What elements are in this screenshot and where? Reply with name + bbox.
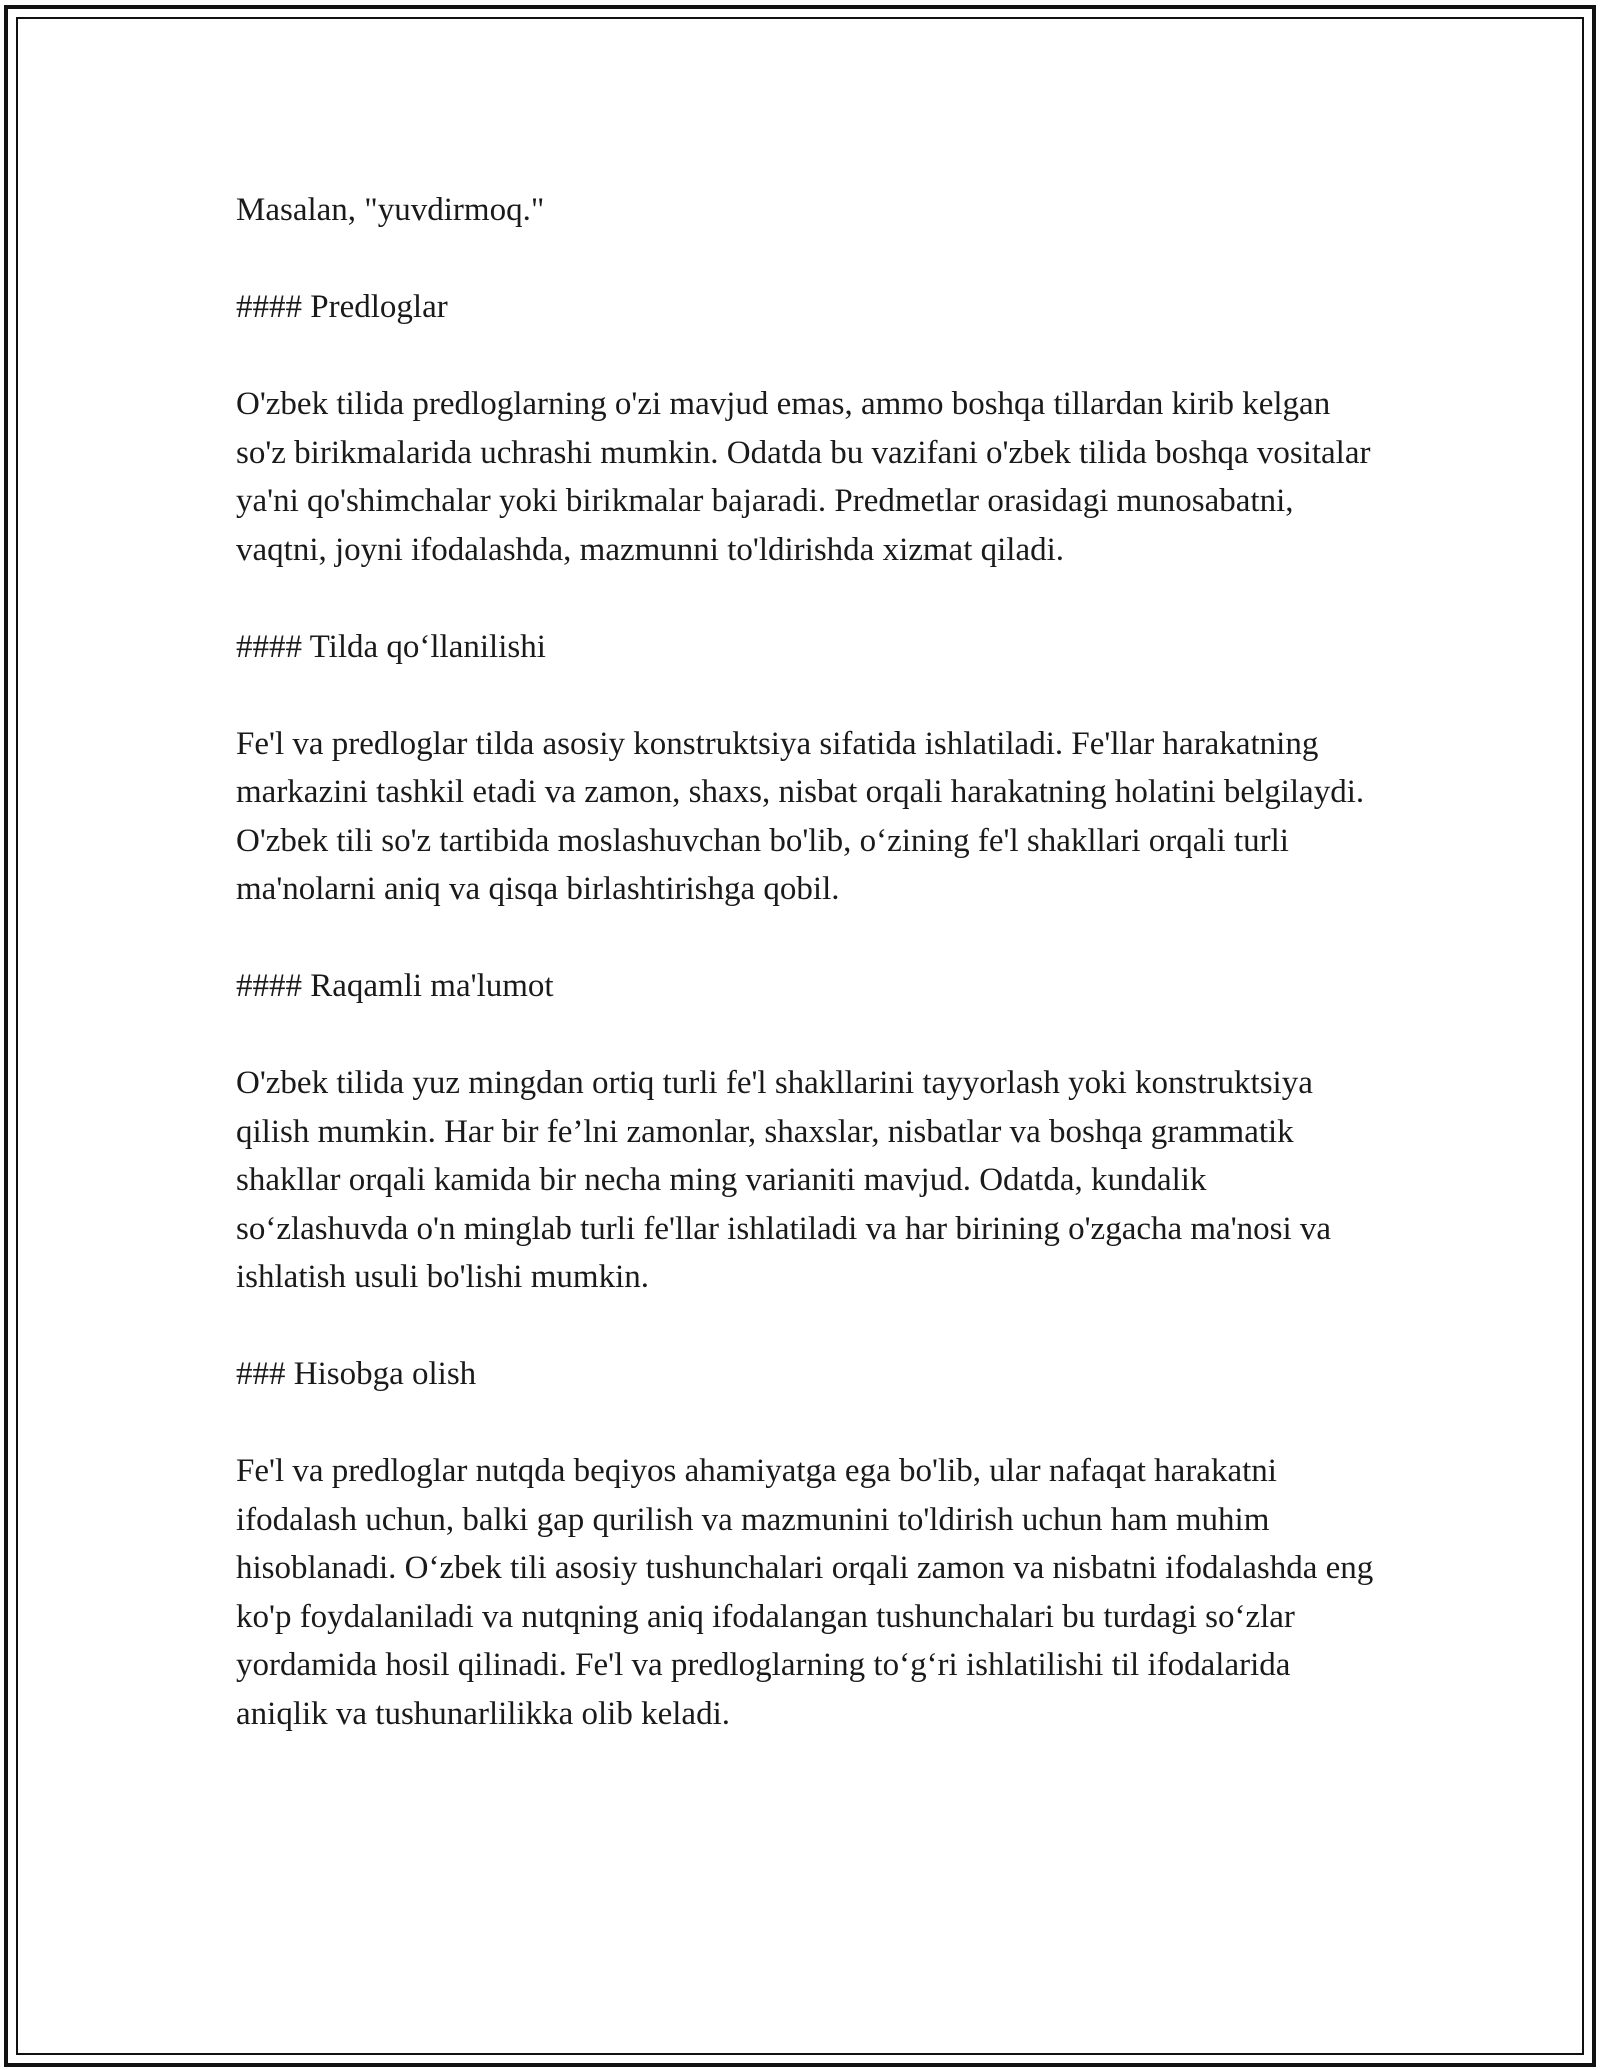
paragraph-predloglar: O'zbek tilida predloglarning o'zi mavjud emas, ammo boshqa tillardan kirib kelgan so'z birikmalarida uchrashi mumkin. Odatda bu vazifani o'zbek tilida boshqa vositalar ya'ni qo'shimchalar yoki birikmalar bajaradi. Predmetlar orasidagi munosabatni, vaqtni, joyni ifodalashda, mazmunni to'ldirishda xizmat qiladi. — [236, 386, 1371, 568]
heading-raqamli-malumot: #### Raqamli ma'lumot — [236, 968, 554, 1004]
paragraph-example: Masalan, "yuvdirmoq." — [236, 192, 545, 228]
document-body — [236, 186, 1376, 1787]
paragraph-tilda-qollanilishi: Fe'l va predloglar tilda asosiy konstruktsiya sifatida ishlatiladi. Fe'llar harakatning markazini tashkil etadi va zamon, shaxs, nisbat orqali harakatning holatini belgilaydi. O'zbek tili so'z tartibida moslashuvchan bo'lib, o‘zining fe'l shakllari orqali turli ma'nolarni aniq va qisqa birlashtirishga qobil. — [236, 725, 1365, 907]
heading-predloglar: #### Predloglar — [236, 289, 448, 325]
paragraph-raqamli-malumot: O'zbek tilida yuz mingdan ortiq turli fe'l shakllarini tayyorlash yoki konstruktsiya qilish mumkin. Har bir fe’lni zamonlar, shaxslar, nisbatlar va boshqa grammatik shakllar orqali kamida bir necha ming varianiti mavjud. Odatda, kundalik so‘zlashuvda o'n minglab turli fe'llar ishlatiladi va har birining o'zgacha ma'nosi va ishlatish usuli bo'lishi mumkin. — [236, 1065, 1332, 1295]
heading-hisobga-olish: ### Hisobga olish — [236, 1356, 477, 1392]
heading-tilda-qollanilishi: #### Tilda qo‘llanilishi — [236, 628, 546, 665]
paragraph-hisobga-olish: Fe'l va predloglar nutqda beqiyos ahamiyatga ega bo'lib, ular nafaqat harakatni ifodalash uchun, balki gap qurilish va mazmunini to'ldirish uchun ham muhim hisoblanadi. O‘zbek tili asosiy tushunchalari orqali zamon va nisbatni ifodalashda eng ko'p foydalaniladi va nutqning aniq ifodalangan tushunchalari bu turdagi so‘zlar yordamida hosil qilinadi. Fe'l va predloglarning to‘g‘ri ishlatilishi til ifodalarida aniqlik va tushunarlilikka olib keladi. — [236, 1453, 1374, 1732]
